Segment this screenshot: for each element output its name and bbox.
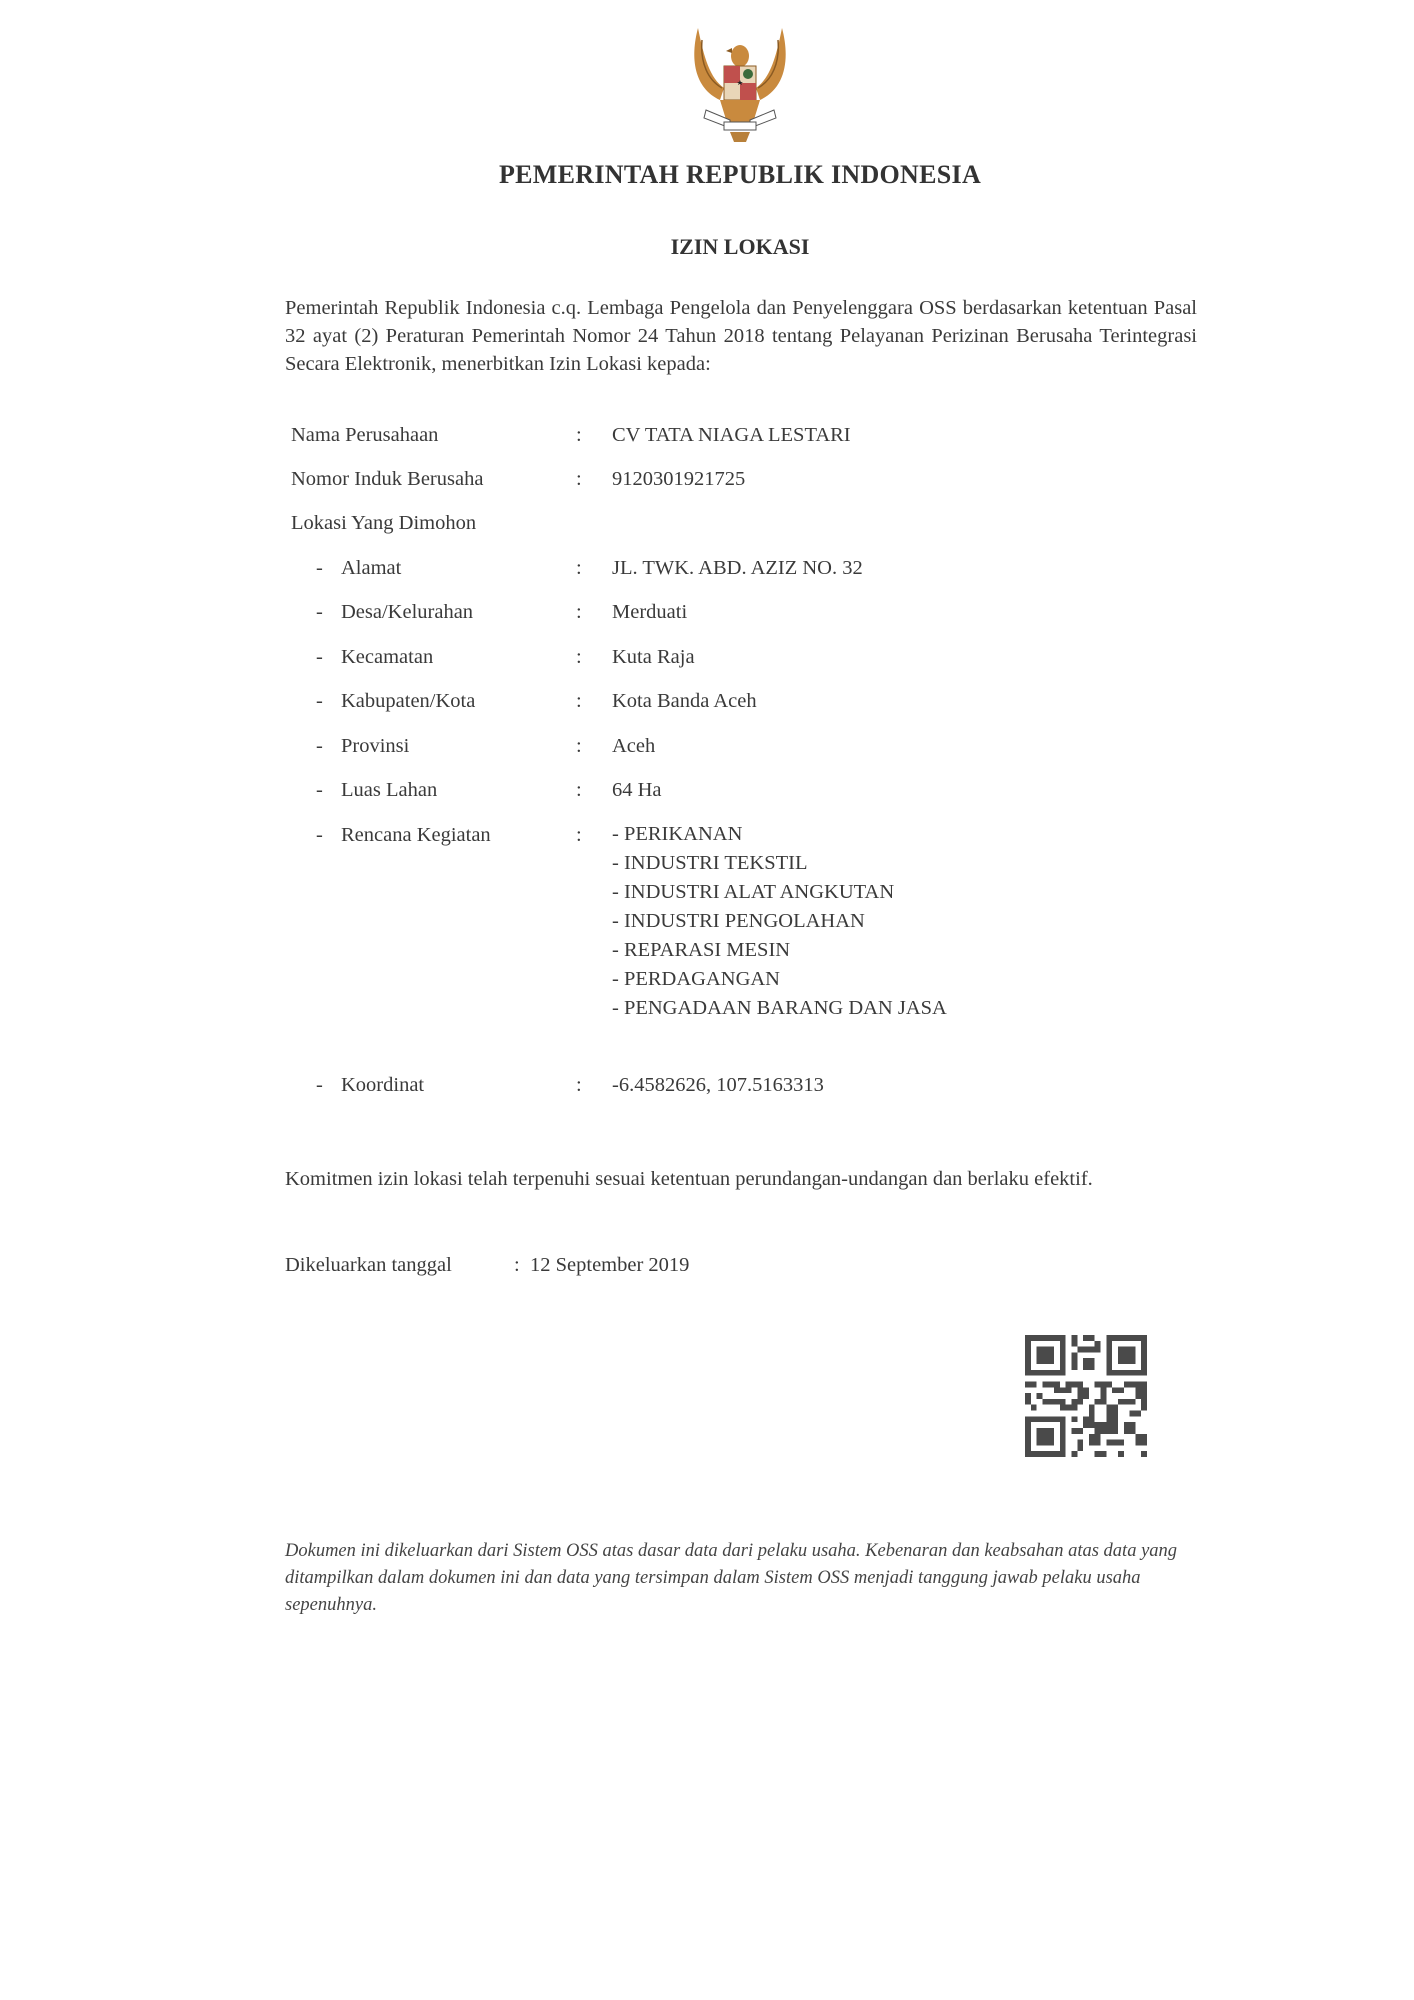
colon: : bbox=[576, 735, 582, 757]
garuda-emblem-icon bbox=[680, 18, 800, 146]
colon: : bbox=[576, 779, 582, 801]
activity-item: - PERIKANAN bbox=[612, 823, 743, 845]
colon: : bbox=[576, 468, 582, 490]
coordinates-value: -6.4582626, 107.5163313 bbox=[612, 1074, 824, 1096]
document-type-heading: IZIN LOKASI bbox=[670, 234, 810, 259]
issued-date-label: Dikeluarkan tanggal bbox=[285, 1254, 452, 1276]
village-value: Merduati bbox=[612, 601, 688, 623]
dash: - bbox=[316, 735, 323, 757]
province-value: Aceh bbox=[612, 735, 656, 757]
company-name-label: Nama Perusahaan bbox=[291, 424, 439, 446]
activity-item: - PENGADAAN BARANG DAN JASA bbox=[612, 997, 947, 1019]
dash: - bbox=[316, 690, 323, 712]
colon: : bbox=[576, 557, 582, 579]
colon: : bbox=[576, 424, 582, 446]
qr-code-icon[interactable] bbox=[1025, 1335, 1147, 1457]
colon: : bbox=[576, 824, 582, 846]
activity-item: - INDUSTRI ALAT ANGKUTAN bbox=[612, 881, 895, 903]
intro-paragraph: Pemerintah Republik Indonesia c.q. Lembaga Pengelola dan Penyelenggara OSS berdasarkan ketentuan Pasal 32 ayat (2) Peraturan Pemerintah Nomor 24 Tahun 2018 tentang Pelayanan Perizinan Berusaha Terintegrasi Secara Elektronik, menerbitkan Izin Lokasi kepada: bbox=[285, 297, 1197, 375]
regency-label: Kabupaten/Kota bbox=[341, 690, 476, 712]
nib-value: 9120301921725 bbox=[612, 468, 746, 490]
activity-item: - PERDAGANGAN bbox=[612, 968, 780, 990]
address-value: JL. TWK. ABD. AZIZ NO. 32 bbox=[612, 557, 863, 579]
village-label: Desa/Kelurahan bbox=[341, 601, 474, 623]
colon: : bbox=[576, 601, 582, 623]
page-title: PEMERINTAH REPUBLIK INDONESIA bbox=[498, 160, 982, 189]
province-label: Provinsi bbox=[341, 735, 410, 757]
land-area-value: 64 Ha bbox=[612, 779, 662, 801]
activity-item: - REPARASI MESIN bbox=[612, 939, 791, 961]
regency-value: Kota Banda Aceh bbox=[612, 690, 757, 712]
dash: - bbox=[316, 646, 323, 668]
nib-label: Nomor Induk Berusaha bbox=[291, 468, 484, 490]
dash: - bbox=[316, 557, 323, 579]
dash: - bbox=[316, 1074, 323, 1096]
coordinates-label: Koordinat bbox=[341, 1074, 425, 1096]
address-label: Alamat bbox=[341, 557, 402, 579]
disclaimer-text: Dokumen ini dikeluarkan dari Sistem OSS atas dasar data dari pelaku usaha. Kebenaran dan keabsahan atas data yang ditampilkan dalam dokumen ini dan data yang tersimpan dalam Sistem OSS menjadi tanggung jawab pelaku usaha sepenuhnya. bbox=[285, 1541, 1178, 1615]
district-value: Kuta Raja bbox=[612, 646, 695, 668]
colon: : bbox=[576, 1074, 582, 1096]
issued-date-value: 12 September 2019 bbox=[530, 1254, 690, 1276]
activities-label: Rencana Kegiatan bbox=[341, 824, 491, 846]
activities-list bbox=[612, 820, 947, 1023]
commitment-paragraph: Komitmen izin lokasi telah terpenuhi sesuai ketentuan perundangan-undangan dan berlaku efektif. bbox=[285, 1168, 1093, 1190]
colon: : bbox=[576, 690, 582, 712]
colon: : bbox=[576, 646, 582, 668]
colon: : bbox=[514, 1254, 520, 1276]
activity-item: - INDUSTRI PENGOLAHAN bbox=[612, 910, 865, 932]
location-heading: Lokasi Yang Dimohon bbox=[291, 512, 477, 534]
dash: - bbox=[316, 779, 323, 801]
district-label: Kecamatan bbox=[341, 646, 434, 668]
activity-item: - INDUSTRI TEKSTIL bbox=[612, 852, 808, 874]
land-area-label: Luas Lahan bbox=[341, 779, 438, 801]
dash: - bbox=[316, 824, 323, 846]
company-name-value: CV TATA NIAGA LESTARI bbox=[612, 424, 851, 446]
dash: - bbox=[316, 601, 323, 623]
